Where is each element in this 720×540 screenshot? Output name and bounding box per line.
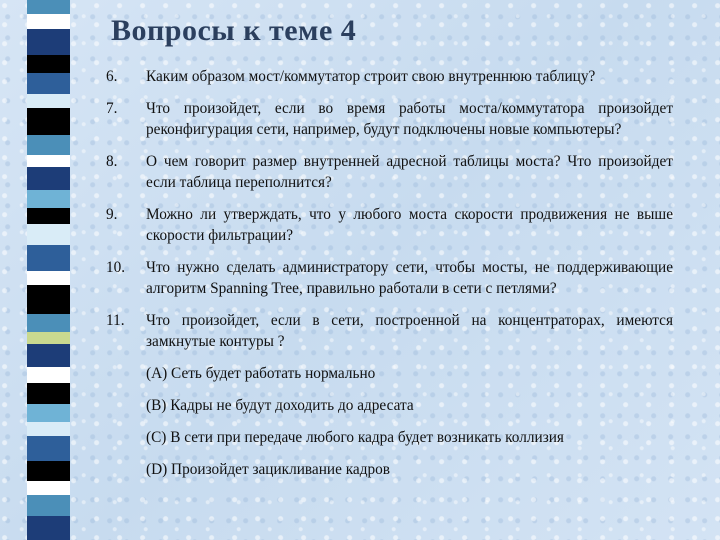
answer-option-b: (B) Кадры не будут доходить до адресата [146, 397, 414, 414]
question-item [106, 204, 673, 246]
question-item [106, 257, 673, 299]
decorative-stripe [0, 0, 70, 540]
question-item [106, 98, 673, 140]
answer-option-a: (A) Сеть будет работать нормально [146, 365, 376, 382]
answer-option-c: (C) В сети при передаче любого кадра будет возникать коллизия [146, 429, 564, 446]
question-text: Можно ли утверждать, что у любого моста скорости продвижения не выше скорости фильтрации? [146, 206, 673, 244]
question-item [106, 151, 673, 193]
question-list [106, 66, 673, 491]
question-item [106, 66, 673, 87]
answer-option-d: (D) Произойдет зацикливание кадров [146, 461, 391, 478]
slide-title: Вопросы к теме 4 [111, 14, 357, 47]
question-number: 11. [106, 312, 125, 329]
question-text: Что произойдет, если во время работы моста/коммутатора произойдет реконфигурация сети, например, будут подключены новые компьютеры? [146, 100, 673, 138]
question-number: 7. [106, 100, 118, 117]
question-number: 9. [106, 206, 118, 223]
question-number: 10. [106, 259, 126, 276]
question-number: 6. [106, 68, 118, 85]
question-text: Каким образом мост/коммутатор строит свою внутреннюю таблицу? [146, 68, 596, 85]
question-text: О чем говорит размер внутренней адресной таблицы моста? Что произойдет если таблица переполнится? [146, 153, 673, 191]
question-text: Что произойдет, если в сети, построенной на концентраторах, имеются замкнутые контуры ? [146, 312, 673, 350]
question-text: Что нужно сделать администратору сети, чтобы мосты, не поддерживающие алгоритм Spanning Tree, правильно работали в сети с петлями? [146, 259, 673, 297]
question-number: 8. [106, 153, 118, 170]
question-item [106, 310, 673, 352]
